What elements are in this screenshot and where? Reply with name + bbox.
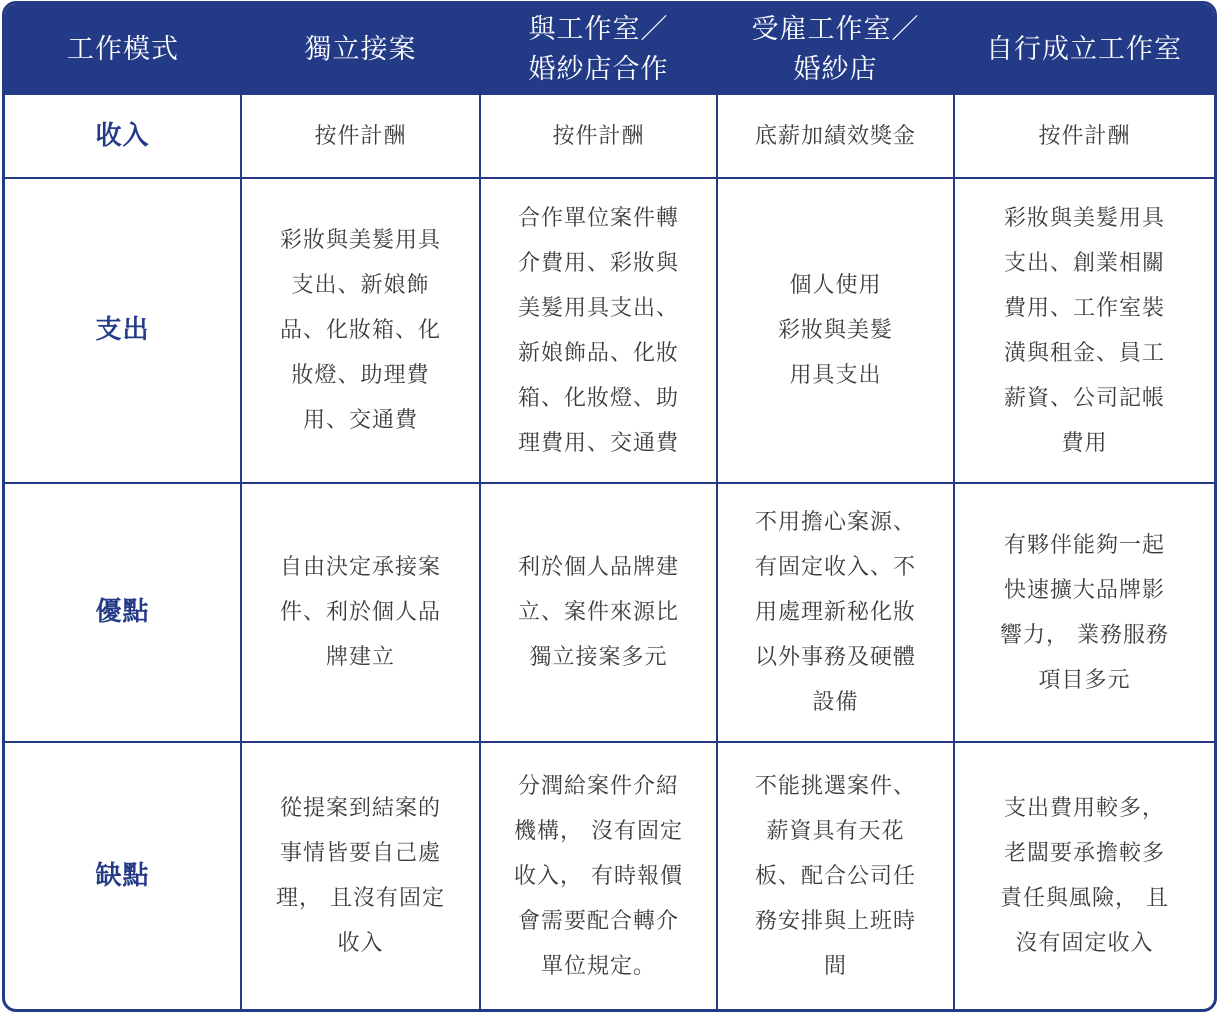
header-work-mode: 工作模式	[5, 4, 241, 95]
table-cell: 彩妝與美髮用具支出、創業相關費用、工作室裝潢與租金、員工薪資、公司記帳費用	[954, 178, 1214, 483]
header-employed: 受雇工作室／ 婚紗店	[717, 4, 954, 95]
table-cell: 不能挑選案件、薪資具有天花板、配合公司任務安排與上班時間	[717, 742, 954, 1009]
table-cell: 按件計酬	[954, 95, 1214, 178]
table-row-income	[5, 95, 1214, 178]
table-row-cons	[5, 742, 1214, 1009]
comparison-table-frame	[2, 1, 1217, 1012]
header-row	[5, 4, 1214, 95]
table-row-expense	[5, 178, 1214, 483]
header-freelance: 獨立接案	[241, 4, 480, 95]
table-cell: 自由決定承接案件、利於個人品牌建立	[241, 483, 480, 742]
table-cell: 分潤給案件介紹機構， 沒有固定收入， 有時報價會需要配合轉介單位規定。	[480, 742, 717, 1009]
table-cell: 支出費用較多，老闆要承擔較多責任與風險， 且沒有固定收入	[954, 742, 1214, 1009]
table-cell: 按件計酬	[241, 95, 480, 178]
table-cell: 從提案到結案的事情皆要自己處理， 且沒有固定收入	[241, 742, 480, 1009]
row-label-cons: 缺點	[5, 742, 241, 1009]
row-label-pros: 優點	[5, 483, 241, 742]
table-cell: 合作單位案件轉介費用、彩妝與美髮用具支出、新娘飾品、化妝箱、化妝燈、助理費用、交通費	[480, 178, 717, 483]
row-label-income: 收入	[5, 95, 241, 178]
table-cell: 底薪加績效獎金	[717, 95, 954, 178]
header-own-studio: 自行成立工作室	[954, 4, 1214, 95]
row-label-expense: 支出	[5, 178, 241, 483]
table-cell: 彩妝與美髮用具支出、新娘飾品、化妝箱、化妝燈、助理費用、交通費	[241, 178, 480, 483]
header-studio-partner: 與工作室／ 婚紗店合作	[480, 4, 717, 95]
table-cell: 利於個人品牌建立、案件來源比獨立接案多元	[480, 483, 717, 742]
table-cell: 按件計酬	[480, 95, 717, 178]
table-cell: 不用擔心案源、有固定收入、不用處理新秘化妝以外事務及硬體設備	[717, 483, 954, 742]
table-row-pros	[5, 483, 1214, 742]
table-cell: 個人使用 彩妝與美髮 用具支出	[717, 178, 954, 483]
comparison-table	[5, 4, 1214, 1009]
table-cell: 有夥伴能夠一起快速擴大品牌影響力， 業務服務項目多元	[954, 483, 1214, 742]
